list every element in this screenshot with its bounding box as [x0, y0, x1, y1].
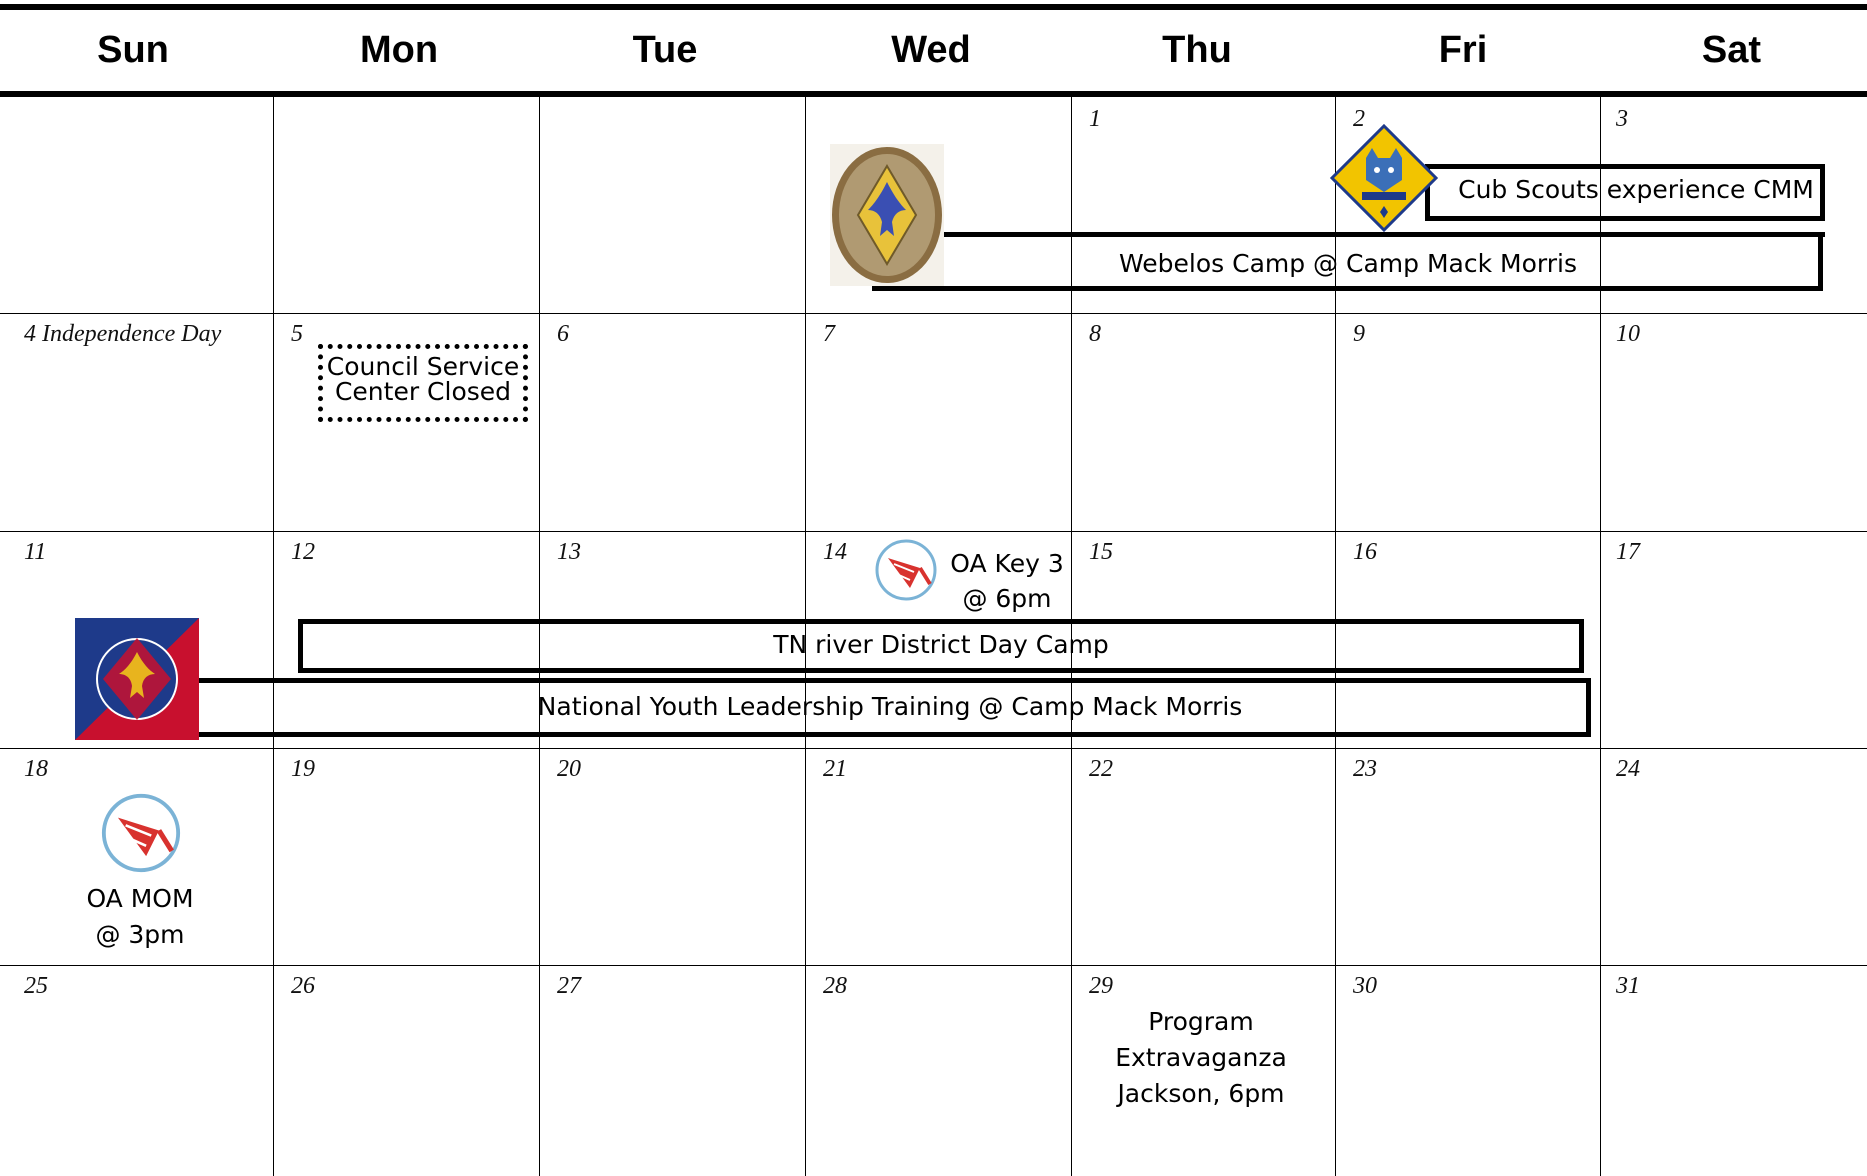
top-rule: [0, 4, 1867, 10]
nylt-event-label: National Youth Leadership Training @ Camp Mack Morris: [537, 692, 1243, 721]
day-number: 8: [1089, 321, 1101, 347]
council-closed-line2: Center Closed: [334, 377, 512, 406]
day-number: 9: [1353, 321, 1365, 347]
grid-line: [0, 313, 1867, 314]
oa-logo-icon: [100, 792, 182, 874]
weekday-wed: Wed: [891, 29, 971, 71]
day-number: 2: [1353, 106, 1365, 132]
oa-key3-line1: OA Key 3: [950, 549, 1064, 578]
weekday-fri: Fri: [1438, 29, 1488, 71]
bsa-logo-icon: [75, 618, 199, 740]
day-number: 24: [1616, 756, 1640, 782]
weekday-tue: Tue: [632, 29, 698, 71]
program-line1: Program: [1148, 1007, 1254, 1036]
weekday-sun: Sun: [97, 29, 169, 71]
oa-mom-line2: @ 3pm: [95, 920, 185, 949]
day-number: 16: [1353, 539, 1377, 565]
day-number: 20: [557, 756, 581, 782]
cub-scout-logo-icon: [1328, 122, 1440, 234]
day-number: 15: [1089, 539, 1113, 565]
day-number: 31: [1616, 973, 1640, 999]
day-number: 23: [1353, 756, 1377, 782]
council-closed-line1: Council Service: [326, 352, 520, 381]
day-number: 21: [823, 756, 847, 782]
day-number: 10: [1616, 321, 1640, 347]
program-line2: Extravaganza: [1115, 1043, 1287, 1072]
day-number: 17: [1616, 539, 1640, 565]
webelos-logo-icon: [830, 144, 944, 286]
day-number: 29: [1089, 973, 1113, 999]
grid-line: [273, 97, 274, 1176]
day-number: 5: [291, 321, 303, 347]
day-number: 28: [823, 973, 847, 999]
day-number: 27: [557, 973, 581, 999]
day-number: 26: [291, 973, 315, 999]
oa-mom-line1: OA MOM: [86, 884, 194, 913]
day-number: 4 Independence Day: [24, 321, 222, 347]
day-number: 18: [24, 756, 48, 782]
day-number: 30: [1353, 973, 1377, 999]
day-number: 1: [1089, 106, 1101, 132]
cub-scouts-event-label: Cub Scouts experience CMM: [1458, 175, 1814, 204]
oa-logo-icon: [874, 538, 938, 602]
oa-key3-line2: @ 6pm: [962, 584, 1052, 613]
grid-line: [0, 748, 1867, 749]
day-number: 6: [557, 321, 569, 347]
day-number: 12: [291, 539, 315, 565]
header-rule: [0, 91, 1867, 97]
day-number: 13: [557, 539, 581, 565]
weekday-sat: Sat: [1701, 29, 1762, 71]
grid-line: [0, 531, 1867, 532]
weekday-mon: Mon: [359, 29, 439, 71]
webelos-event-label: Webelos Camp @ Camp Mack Morris: [1119, 249, 1577, 278]
day-number: 7: [823, 321, 835, 347]
day-number: 19: [291, 756, 315, 782]
day-number: 25: [24, 973, 48, 999]
program-line3: Jackson, 6pm: [1117, 1079, 1285, 1108]
grid-line: [0, 965, 1867, 966]
weekday-thu: Thu: [1162, 29, 1232, 71]
day-number: 11: [24, 539, 47, 565]
day-number: 22: [1089, 756, 1113, 782]
day-number: 14: [823, 539, 847, 565]
tn-river-event-label: TN river District Day Camp: [773, 630, 1109, 659]
day-number: 3: [1616, 106, 1628, 132]
